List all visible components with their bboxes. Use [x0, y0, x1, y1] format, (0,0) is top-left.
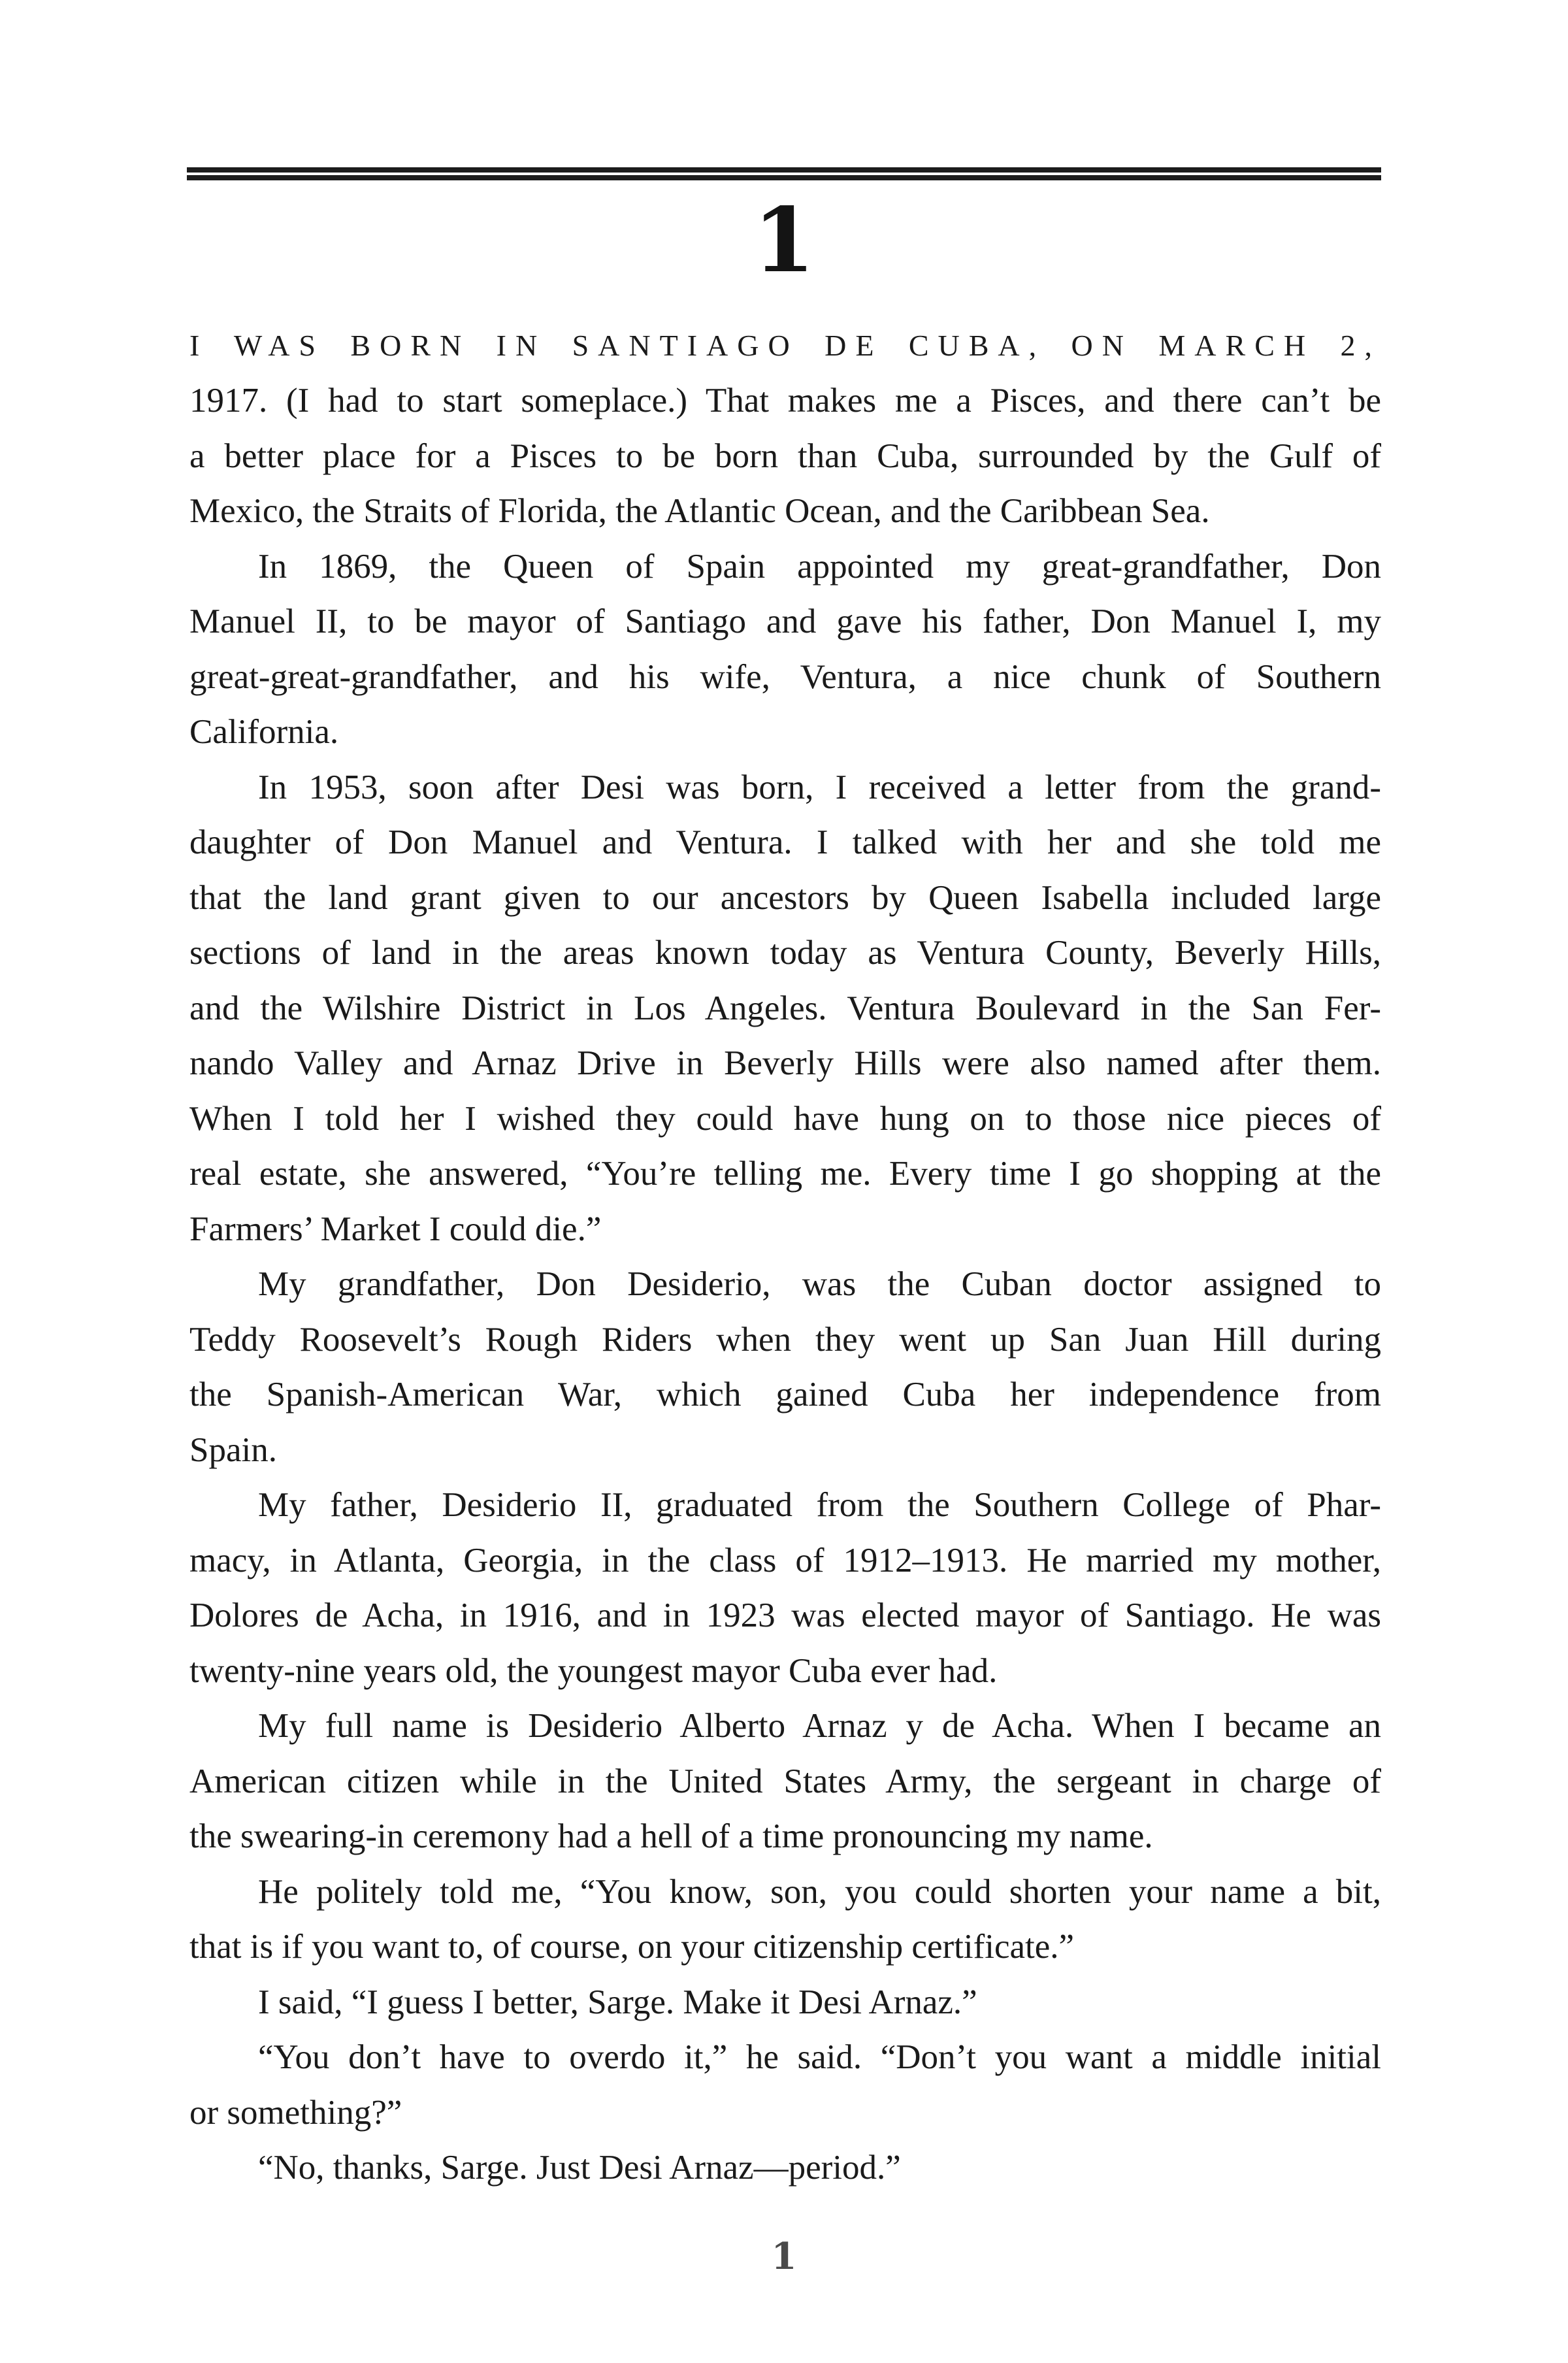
text-line: great-great-grandfather, and his wife, Ventura, a nice chunk of Southern: [189, 658, 1381, 696]
text-line: When I told her I wished they could have hung on to those nice pieces of: [189, 1100, 1381, 1138]
text-line: or something?”: [189, 2094, 402, 2132]
text-line: daughter of Don Manuel and Ventura. I talked with her and she told me: [189, 823, 1381, 861]
text-line: Mexico, the Straits of Florida, the Atlantic Ocean, and the Caribbean Sea.: [189, 492, 1210, 530]
text-line: a better place for a Pisces to be born than Cuba, surrounded by the Gulf of: [189, 437, 1381, 475]
text-line: In 1953, soon after Desi was born, I received a letter from the grand-: [258, 768, 1381, 806]
text-line: Dolores de Acha, in 1916, and in 1923 was elected mayor of Santiago. He was: [189, 1596, 1381, 1634]
chapter-rule-top: [187, 167, 1381, 173]
text-line: macy, in Atlanta, Georgia, in the class of 1912–1913. He married my mother,: [189, 1542, 1381, 1579]
page-number: 1: [771, 2235, 797, 2278]
text-line: that the land grant given to our ancestors by Queen Isabella included large: [189, 879, 1381, 917]
text-line: Manuel II, to be mayor of Santiago and gave his father, Don Manuel I, my: [189, 603, 1381, 640]
chapter-number: 1: [753, 188, 815, 293]
text-line: In 1869, the Queen of Spain appointed my great-grandfather, Don: [258, 548, 1381, 586]
text-line: California.: [189, 713, 339, 751]
text-line: the Spanish-American War, which gained Cuba her independence from: [189, 1376, 1381, 1413]
text-line: “No, thanks, Sarge. Just Desi Arnaz—period.”: [258, 2149, 901, 2187]
text-line: I said, “I guess I better, Sarge. Make it Desi Arnaz.”: [258, 1983, 977, 2021]
text-line: nando Valley and Arnaz Drive in Beverly Hills were also named after them.: [189, 1044, 1381, 1082]
text-line: Spain.: [189, 1431, 277, 1469]
text-line: My father, Desiderio II, graduated from the Southern College of Phar-: [258, 1486, 1381, 1524]
text-line: My full name is Desiderio Alberto Arnaz y de Acha. When I became an: [258, 1707, 1381, 1745]
text-line: American citizen while in the United States Army, the sergeant in charge of: [189, 1762, 1381, 1800]
text-line: Teddy Roosevelt’s Rough Riders when they went up San Juan Hill during: [189, 1321, 1381, 1359]
text-line: “You don’t have to overdo it,” he said. “Don’t you want a middle initial: [258, 2038, 1381, 2076]
text-line: the swearing-in ceremony had a hell of a time pronouncing my name.: [189, 1817, 1153, 1855]
text-line: Farmers’ Market I could die.”: [189, 1210, 602, 1248]
text-line: and the Wilshire District in Los Angeles. Ventura Boulevard in the San Fer-: [189, 989, 1381, 1027]
chapter-rule-bottom: [187, 175, 1381, 180]
text-line: sections of land in the areas known today as Ventura County, Beverly Hills,: [189, 934, 1381, 972]
text-line: My grandfather, Don Desiderio, was the Cuban doctor assigned to: [258, 1265, 1381, 1303]
text-line: that is if you want to, of course, on your citizenship certificate.”: [189, 1928, 1075, 1966]
text-line: twenty-nine years old, the youngest mayor Cuba ever had.: [189, 1652, 998, 1690]
text-line: 1917. (I had to start someplace.) That makes me a Pisces, and there can’t be: [189, 382, 1381, 420]
text-line: real estate, she answered, “You’re telling me. Every time I go shopping at the: [189, 1155, 1381, 1193]
text-line: He politely told me, “You know, son, you could shorten your name a bit,: [258, 1873, 1381, 1911]
text-line: I WAS BORN IN SANTIAGO DE CUBA, ON MARCH 2,: [189, 329, 1381, 362]
